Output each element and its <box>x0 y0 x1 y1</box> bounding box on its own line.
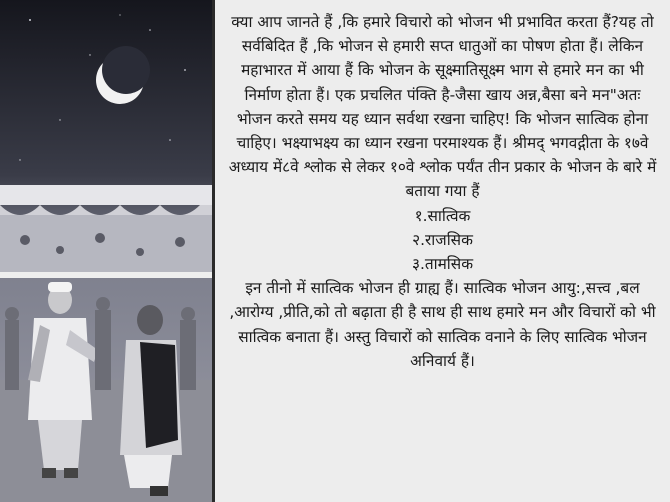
article-text <box>215 0 670 502</box>
photo-panel <box>0 0 212 502</box>
list-item-sattvik: १.सात्विक <box>414 206 471 225</box>
conclusion-paragraph: इन तीनो में सात्विक भोजन ही ग्राह्य हैं। सात्विक भोजन आयु:,सत्त्व ,बल ,आरोग्य ,प्रीति,को तो बढ़ाता ही है साथ ही साथ हमारे मन और विचारों को भी सात्विक बनाता हैं। अस्तु विचारों को सात्विक वनाने के लिए सात्विक भोजन अनिवार्य हैं। <box>229 279 656 370</box>
list-item-tamasik: ३.तामसिक <box>411 255 474 274</box>
list-item-rajasik: २.राजसिक <box>412 230 473 249</box>
procession-photo <box>0 0 212 502</box>
canopy-top <box>0 185 212 205</box>
intro-paragraph: क्या आप जानते हैं ,कि हमारे विचारो को भोजन भी प्रभावित करता हैं?यह तो सर्वबिदित हैं ,कि भोजन से हमारी सप्त धातुओं का पोषण होता हैं। लेकिन महाभारत में आया हैं कि भोजन के सूक्ष्मातिसूक्ष्म भाग से हमारे मन का भी निर्माण होता हैं। एक प्रचलित पंक्ति है-जैसा खाय अन्न,बैसा बने मन"अतः भोजन करते समय यह ध्यान सर्वथा रखना चाहिए! कि भोजन सात्विक होना चाहिए। भक्ष्याभक्ष्य का ध्यान रखना परमाश्यक हैं। श्रीमद् भगवद्गीता के १७वे अध्याय में८वे श्लोक से लेकर १०वे श्लोक पर्यंत तीन प्रकार के भोजन के बारे में बताया गया हैं <box>228 13 657 201</box>
